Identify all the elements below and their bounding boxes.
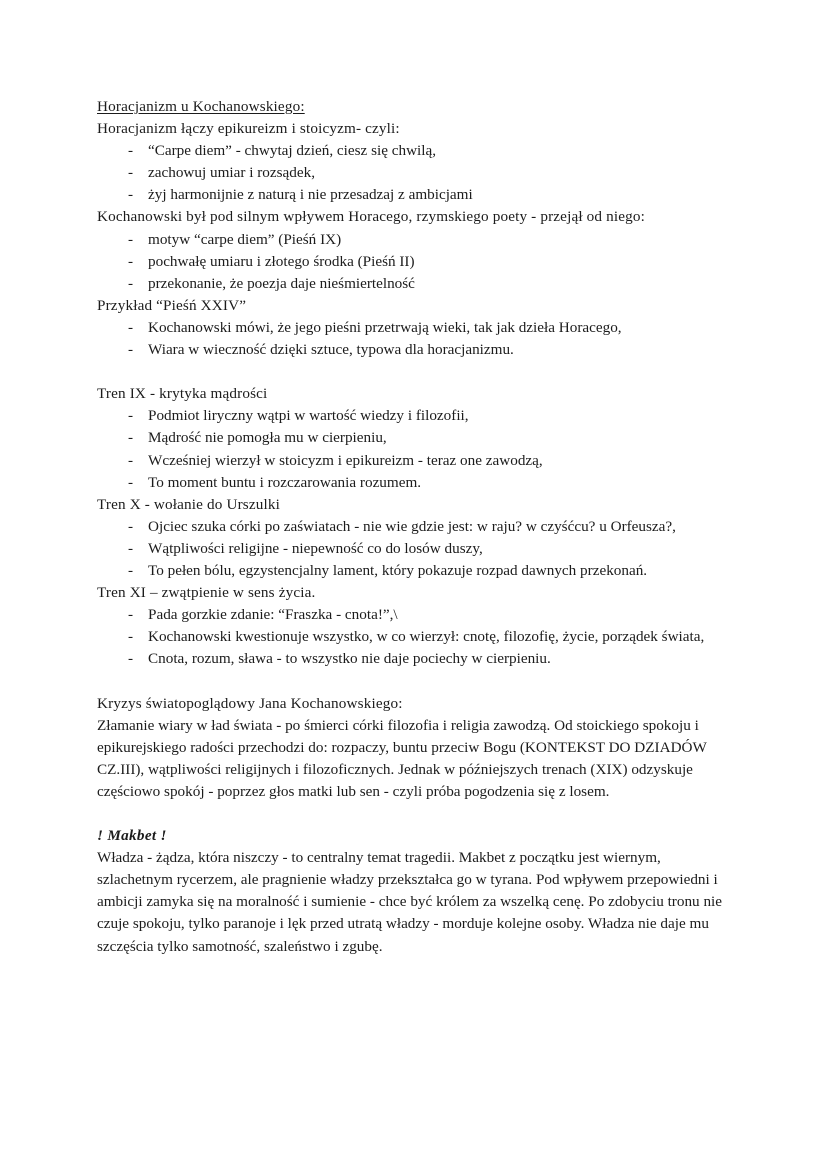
list-item-text: motyw “carpe diem” (Pieśń IX)	[148, 230, 342, 248]
list-item-text: Wątpliwości religijne - niepewność co do losów duszy,	[148, 539, 483, 557]
list-item-text: żyj harmonijnie z naturą i nie przesadzaj z ambicjami	[148, 186, 473, 204]
section-heading-tren-x: Tren X - wołanie do Urszulki	[97, 495, 280, 513]
dash-bullet-icon: -	[128, 561, 134, 579]
bullet-list-tren-xi	[97, 604, 729, 670]
list-item-text: Kochanowski kwestionuje wszystko, w co wierzył: cnotę, filozofię, życie, porządek świata,	[148, 628, 705, 646]
list-item	[97, 472, 729, 494]
bullet-list-piesn-xxiv	[97, 317, 729, 361]
dash-bullet-icon: -	[128, 230, 134, 248]
dash-bullet-icon: -	[128, 274, 134, 292]
dash-bullet-icon: -	[128, 318, 134, 336]
bullet-list-carpe-diem	[97, 140, 729, 206]
section-heading-tren-xi: Tren XI – zwątpienie w sens życia.	[97, 584, 316, 602]
section-kryzys	[97, 693, 729, 803]
dash-bullet-icon: -	[128, 451, 134, 469]
section-spacer	[97, 361, 729, 383]
dash-bullet-icon: -	[128, 186, 134, 204]
dash-bullet-icon: -	[128, 341, 134, 359]
paragraph-kryzys: Złamanie wiary w ład świata - po śmierci córki filozofia i religia zawodzą. Od stoickiego spokoju i epikurejskiego radości przechodzi do: rozpaczy, buntu przeciw Bogu (KONTEKST DO DZIADÓW CZ.III), wątpliwości religijnych i filozoficznych. Jednak w późniejszych trenach (XIX) odzyskuje częściowo spokój - poprzez głos matki lub sen - czyli próba pogodzenia się z losem.	[97, 716, 707, 800]
document-body	[97, 96, 729, 958]
list-item-text: Cnota, rozum, sława - to wszystko nie daje pociechy w cierpieniu.	[148, 650, 551, 668]
section-tren-ix	[97, 383, 729, 493]
list-item-text: “Carpe diem” - chwytaj dzień, ciesz się chwilą,	[148, 142, 437, 160]
list-item	[97, 648, 729, 670]
section-spacer	[97, 803, 729, 825]
dash-bullet-icon: -	[128, 429, 134, 447]
list-item	[97, 184, 729, 206]
dash-bullet-icon: -	[128, 142, 134, 160]
dash-bullet-icon: -	[128, 164, 134, 182]
list-item-text: pochwałę umiaru i złotego środka (Pieśń II)	[148, 252, 415, 270]
list-item-text: To pełen bólu, egzystencjalny lament, który pokazuje rozpad dawnych przekonań.	[148, 561, 648, 579]
list-item	[97, 229, 729, 251]
list-item	[97, 626, 729, 648]
list-item-text: Ojciec szuka córki po zaświatach - nie wie gdzie jest: w raju? w czyśćcu? u Orfeusza?,	[148, 517, 676, 535]
list-item-text: Pada gorzkie zdanie: “Fraszka - cnota!”,\	[148, 606, 398, 624]
list-item	[97, 450, 729, 472]
dash-bullet-icon: -	[128, 539, 134, 557]
list-item	[97, 427, 729, 449]
lead-line-przyklad: Przykład “Pieśń XXIV”	[97, 296, 247, 314]
section-makbet	[97, 825, 729, 958]
list-item	[97, 405, 729, 427]
list-item-text: Podmiot liryczny wątpi w wartość wiedzy i filozofii,	[148, 407, 469, 425]
paragraph-makbet: Władza - żądza, która niszczy - to centralny temat tragedii. Makbet z początku jest wiernym, szlachetnym rycerzem, ale pragnienie władzy przekształca go w tyrana. Pod wpływem przepowiedni i ambicji zamyka się na moralność i sumienie - chce być królem za wszelką cenę. Po zdobyciu tronu nie czuje spokoju, tylko paranoje i lęk przed utratą władzy - morduje kolejne osoby. Władza nie daje mu szczęścia tylko samotność, szaleństwo i zgubę.	[97, 849, 722, 955]
list-item-text: przekonanie, że poezja daje nieśmiertelność	[148, 274, 415, 292]
dash-bullet-icon: -	[128, 650, 134, 668]
list-item	[97, 538, 729, 560]
list-item	[97, 162, 729, 184]
bullet-list-tren-x	[97, 516, 729, 582]
section-heading-tren-ix: Tren IX - krytyka mądrości	[97, 385, 268, 403]
dash-bullet-icon: -	[128, 628, 134, 646]
list-item-text: Wiara w wieczność dzięki sztuce, typowa dla horacjanizmu.	[148, 341, 514, 359]
list-item	[97, 140, 729, 162]
dash-bullet-icon: -	[128, 252, 134, 270]
section-heading-kryzys: Kryzys światopoglądowy Jana Kochanowskiego:	[97, 694, 403, 712]
list-item-text: Mądrość nie pomogła mu w cierpieniu,	[148, 429, 387, 447]
dash-bullet-icon: -	[128, 606, 134, 624]
list-item-text: zachowuj umiar i rozsądek,	[148, 164, 315, 182]
section-heading-makbet: ! Makbet !	[97, 827, 167, 845]
list-item	[97, 604, 729, 626]
list-item	[97, 516, 729, 538]
bullet-list-horacy-influence	[97, 229, 729, 295]
section-tren-x	[97, 494, 729, 582]
list-item	[97, 273, 729, 295]
list-item	[97, 251, 729, 273]
bullet-list-tren-ix	[97, 405, 729, 493]
dash-bullet-icon: -	[128, 473, 134, 491]
lead-line-horacy: Kochanowski był pod silnym wpływem Horacego, rzymskiego poety - przejął od niego:	[97, 208, 645, 226]
dash-bullet-icon: -	[128, 517, 134, 535]
dash-bullet-icon: -	[128, 407, 134, 425]
list-item-text: Kochanowski mówi, że jego pieśni przetrwają wieki, tak jak dzieła Horacego,	[148, 318, 622, 336]
list-item-text: Wcześniej wierzył w stoicyzm i epikureizm - teraz one zawodzą,	[148, 451, 543, 469]
list-item	[97, 339, 729, 361]
section-heading-horacjanizm: Horacjanizm u Kochanowskiego:	[97, 98, 305, 115]
list-item-text: To moment buntu i rozczarowania rozumem.	[148, 473, 422, 491]
section-horacjanizm	[97, 96, 729, 361]
section-spacer	[97, 670, 729, 692]
intro-line-horacjanizm: Horacjanizm łączy epikureizm i stoicyzm- czyli:	[97, 120, 400, 138]
list-item	[97, 317, 729, 339]
section-tren-xi	[97, 582, 729, 670]
list-item	[97, 560, 729, 582]
